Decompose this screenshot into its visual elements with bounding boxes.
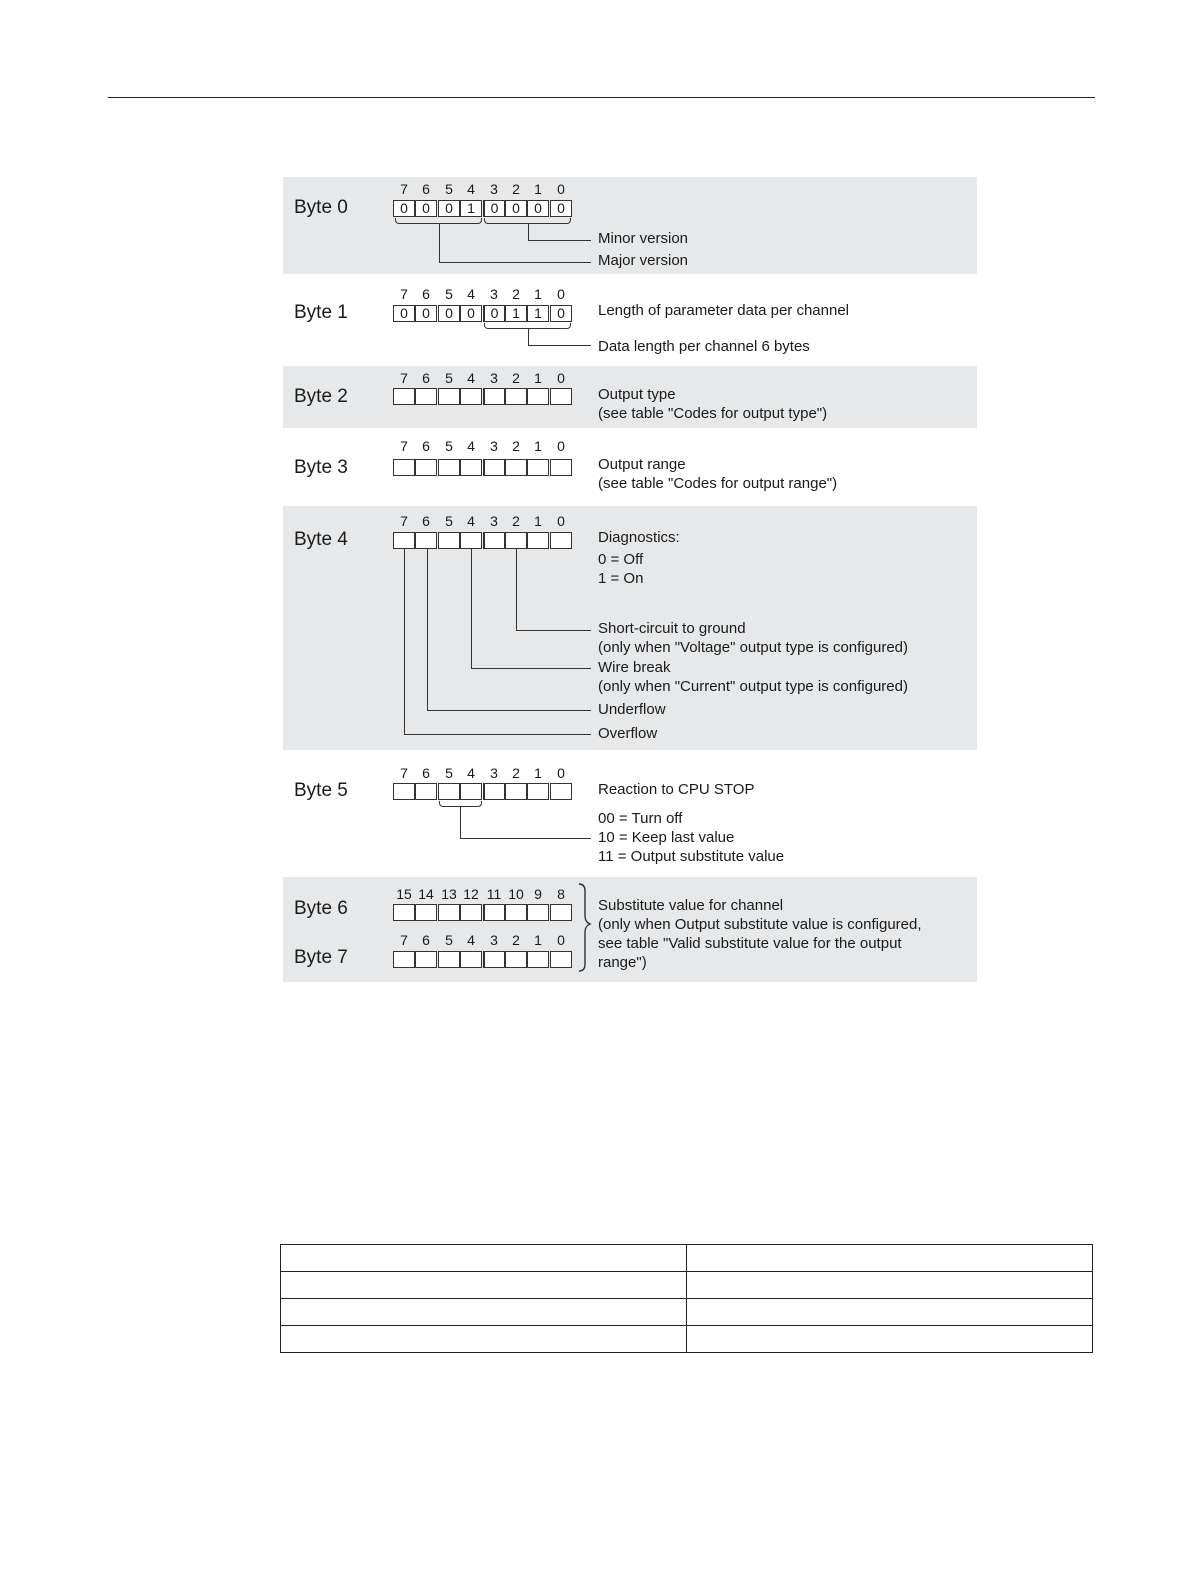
table-cell: [281, 1326, 687, 1353]
table-row: [281, 1245, 1093, 1272]
bit-number: 4: [467, 513, 475, 529]
major-version-label: Major version: [598, 252, 689, 269]
bit-cell: 0: [505, 200, 527, 217]
bit-number: 7: [400, 181, 408, 197]
bit-cell: 0: [527, 200, 549, 217]
cpu-stop-title: Reaction to CPU STOP: [598, 781, 755, 798]
bit-number: 3: [490, 765, 498, 781]
bit-cell: 0: [415, 305, 437, 322]
bit-cell: 0: [550, 305, 572, 322]
bit-number: 4: [467, 181, 475, 197]
bit-number: 1: [534, 513, 542, 529]
bit-number: 7: [400, 513, 408, 529]
bit-number: 0: [557, 181, 565, 197]
bit-number: 11: [486, 886, 502, 902]
bit-number: 2: [512, 181, 520, 197]
bit-number: 6: [422, 286, 430, 302]
bit-number: 7: [400, 438, 408, 454]
table-cell: [281, 1299, 687, 1326]
bit-number: 8: [557, 886, 565, 902]
bit-cell: 0: [393, 200, 415, 217]
diagnostics-off: 0 = Off: [598, 551, 644, 568]
bit-number: 2: [512, 370, 520, 386]
bit-number: 6: [422, 765, 430, 781]
bit-number: 6: [422, 181, 430, 197]
bit-cell: 0: [438, 305, 460, 322]
bit-number: 1: [534, 932, 542, 948]
byte-label: Byte 3: [294, 457, 348, 478]
bit-cell: 0: [483, 305, 505, 322]
substitute-value-note-1: (only when Output substitute value is configured,: [598, 916, 922, 933]
diagnostics-on: 1 = On: [598, 570, 644, 587]
bit-number: 0: [557, 932, 565, 948]
byte-label: Byte 4: [294, 529, 348, 550]
byte-label: Byte 6: [294, 898, 348, 919]
table-cell: [687, 1299, 1093, 1326]
bit-number: 4: [467, 438, 475, 454]
bit-number: 7: [400, 932, 408, 948]
wire-break-label: Wire break: [598, 659, 671, 676]
short-circuit-label: Short-circuit to ground: [598, 620, 746, 637]
byte-label: Byte 7: [294, 947, 348, 968]
bit-number: 0: [557, 513, 565, 529]
bit-number: 6: [422, 370, 430, 386]
bit-number: 3: [490, 286, 498, 302]
keep-last-option: 10 = Keep last value: [598, 829, 735, 846]
bit-number: 3: [490, 370, 498, 386]
output-range-ref: (see table "Codes for output range"): [598, 475, 838, 492]
bit-number: 12: [463, 886, 479, 902]
bit-number: 4: [467, 370, 475, 386]
bit-number: 10: [508, 886, 524, 902]
byte-label: Byte 5: [294, 780, 348, 801]
bit-cell: 0: [460, 305, 482, 322]
bit-number: 4: [467, 932, 475, 948]
bit-number: 1: [534, 370, 542, 386]
substitute-value-note-2: see table "Valid substitute value for the output: [598, 935, 902, 952]
table-row: [281, 1299, 1093, 1326]
bit-number: 13: [441, 886, 457, 902]
bit-number: 5: [445, 932, 453, 948]
table-cell: [281, 1245, 687, 1272]
table-row: [281, 1326, 1093, 1353]
bit-number: 2: [512, 286, 520, 302]
param-length-title: Length of parameter data per channel: [598, 302, 850, 319]
bit-number: 2: [512, 765, 520, 781]
bit-cell: 1: [527, 305, 549, 322]
overflow-label: Overflow: [598, 725, 658, 742]
underflow-label: Underflow: [598, 701, 666, 718]
bit-number: 6: [422, 932, 430, 948]
substitute-option: 11 = Output substitute value: [598, 848, 785, 865]
codes-table: [280, 1244, 1093, 1353]
bit-number: 14: [418, 886, 434, 902]
bit-number: 5: [445, 513, 453, 529]
substitute-value-note-3: range"): [598, 954, 647, 971]
bit-number: 3: [490, 438, 498, 454]
short-circuit-note: (only when "Voltage" output type is configured): [598, 639, 909, 656]
substitute-value-title: Substitute value for channel: [598, 897, 784, 914]
bit-number: 6: [422, 438, 430, 454]
table-cell: [281, 1272, 687, 1299]
bit-number: 15: [396, 886, 412, 902]
bit-number: 5: [445, 765, 453, 781]
byte-label: Byte 1: [294, 302, 348, 323]
table-cell: [687, 1245, 1093, 1272]
bit-number: 5: [445, 438, 453, 454]
bit-number: 0: [557, 438, 565, 454]
output-type-title: Output type: [598, 386, 676, 403]
table-row: [281, 1272, 1093, 1299]
byte-label: Byte 0: [294, 197, 348, 218]
table-cell: [687, 1272, 1093, 1299]
bit-number: 7: [400, 765, 408, 781]
bit-number: 9: [534, 886, 542, 902]
bit-number: 3: [490, 513, 498, 529]
wire-break-note: (only when "Current" output type is configured): [598, 678, 908, 695]
bit-number: 0: [557, 765, 565, 781]
diagnostics-title: Diagnostics:: [598, 529, 680, 546]
bit-cell: 0: [393, 305, 415, 322]
output-range-title: Output range: [598, 456, 686, 473]
bit-number: 2: [512, 438, 520, 454]
table-cell: [687, 1326, 1093, 1353]
bit-number: 4: [467, 286, 475, 302]
bit-cell: 1: [460, 200, 482, 217]
bit-number: 1: [534, 181, 542, 197]
minor-version-label: Minor version: [598, 230, 689, 247]
bit-cell: 0: [483, 200, 505, 217]
bit-number: 4: [467, 765, 475, 781]
byte-label: Byte 2: [294, 386, 348, 407]
bit-number: 3: [490, 932, 498, 948]
bit-number: 1: [534, 765, 542, 781]
bit-number: 2: [512, 513, 520, 529]
bit-number: 2: [512, 932, 520, 948]
bit-cell: 0: [438, 200, 460, 217]
turn-off-option: 00 = Turn off: [598, 810, 683, 827]
bit-number: 0: [557, 286, 565, 302]
data-length-label: Data length per channel 6 bytes: [598, 338, 810, 355]
bit-number: 6: [422, 513, 430, 529]
bit-number: 1: [534, 286, 542, 302]
bit-number: 1: [534, 438, 542, 454]
bit-cell: 0: [415, 200, 437, 217]
bit-cell: 0: [550, 200, 572, 217]
bit-number: 5: [445, 181, 453, 197]
bit-number: 7: [400, 370, 408, 386]
bit-number: 5: [445, 370, 453, 386]
bit-number: 3: [490, 181, 498, 197]
bit-cell: 1: [505, 305, 527, 322]
bit-number: 5: [445, 286, 453, 302]
bit-number: 7: [400, 286, 408, 302]
output-type-ref: (see table "Codes for output type"): [598, 405, 828, 422]
bit-number: 0: [557, 370, 565, 386]
